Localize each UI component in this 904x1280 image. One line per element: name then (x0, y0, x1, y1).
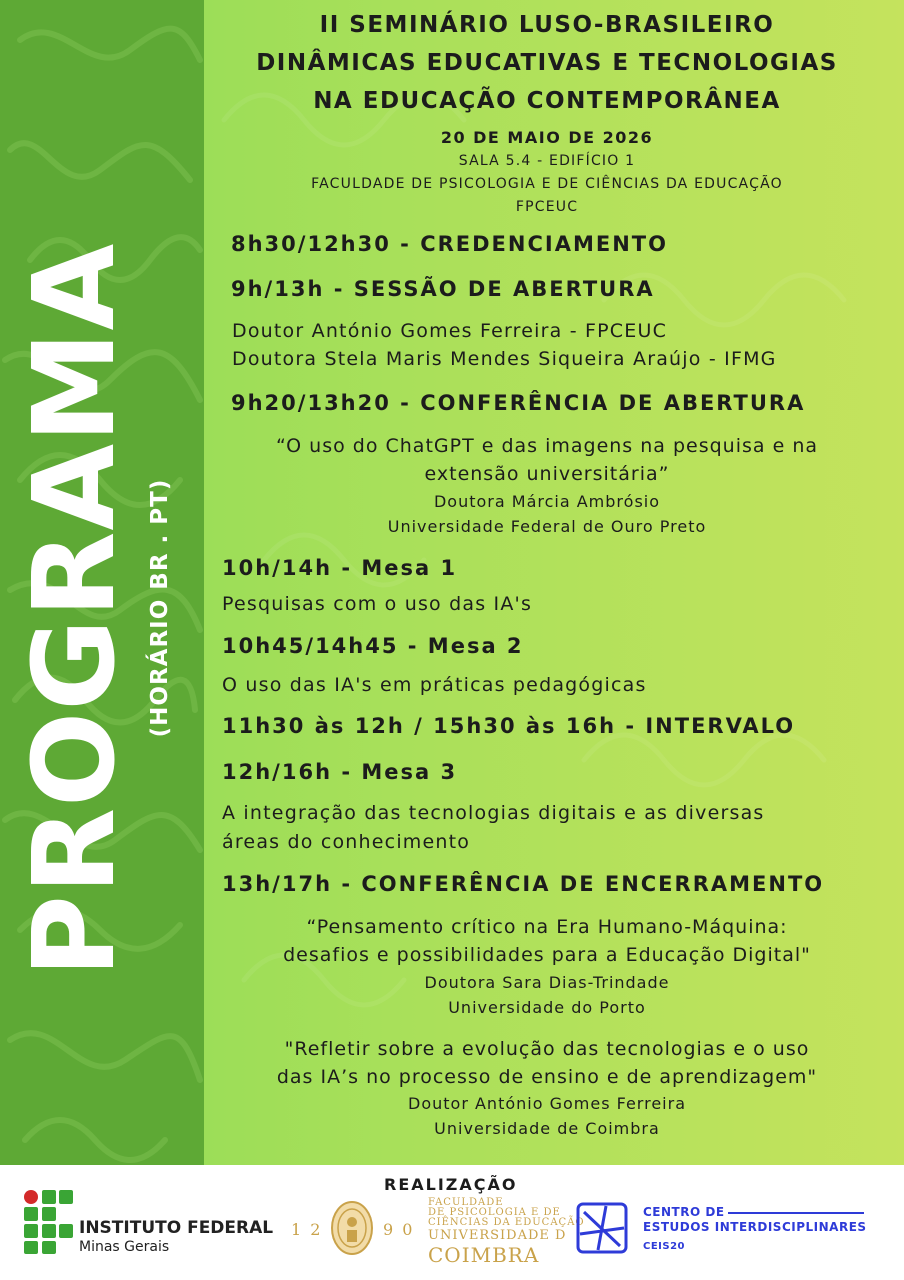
venue-room: SALA 5.4 - EDIFÍCIO 1 (458, 153, 636, 169)
abertura-heading: 9h/13h - SESSÃO DE ABERTURA (231, 277, 655, 301)
encerramento-talk2-speaker: Doutor António Gomes Ferreira (408, 1094, 686, 1113)
abertura-person-1: Doutor António Gomes Ferreira - FPCEUC (232, 320, 668, 342)
abertura-person-2: Doutora Stela Maris Mendes Siqueira Araújo - IFMG (232, 348, 777, 370)
ceis-name-line-1: CENTRO DE (643, 1205, 725, 1219)
uc-university-line-2: COIMBRA (428, 1243, 540, 1267)
conf-abertura-institution: Universidade Federal de Ouro Preto (387, 517, 707, 536)
timezone-vertical-subtitle: (HORÁRIO BR . PT) (147, 478, 173, 738)
event-title-line-2: DINÂMICAS EDUCATIVAS E TECNOLOGIAS (256, 50, 838, 76)
programa-vertical-title: PROGRAMA (10, 242, 140, 978)
conf-abertura-heading: 9h20/13h20 - CONFERÊNCIA DE ABERTURA (231, 391, 806, 415)
mesa2-topic: O uso das IA's em práticas pedagógicas (222, 674, 647, 696)
credenciamento-heading: 8h30/12h30 - CREDENCIAMENTO (231, 232, 668, 256)
instituto-federal-name: INSTITUTO FEDERAL (79, 1218, 274, 1238)
encerramento-talk1-quote-line-1: “Pensamento crítico na Era Humano-Máquina: (306, 916, 788, 938)
uc-year-left: 1 2 (291, 1220, 323, 1239)
encerramento-talk2-quote-line-2: das IA’s no processo de ensino e de aprendizagem" (276, 1066, 818, 1088)
uc-faculty-line-1: FACULDADE (428, 1197, 504, 1208)
encerramento-talk2-quote-line-1: "Refletir sobre a evolução das tecnologias e o uso (284, 1038, 810, 1060)
mesa3-topic-line-1: A integração das tecnologias digitais e as diversas (222, 802, 765, 824)
venue-faculty: FACULDADE DE PSICOLOGIA E DE CIÊNCIAS DA EDUCAÇÃO (311, 176, 783, 192)
encerramento-heading: 13h/17h - CONFERÊNCIA DE ENCERRAMENTO (222, 872, 825, 896)
ceis-name-line-2: ESTUDOS INTERDISCIPLINARES (643, 1220, 867, 1234)
conf-abertura-quote-line-2: extensão universitária” (424, 463, 670, 485)
ceis-logo-icon (576, 1202, 628, 1254)
uc-faculty-line-2: DE PSICOLOGIA E DE (428, 1207, 561, 1218)
encerramento-talk1-speaker: Doutora Sara Dias-Trindade (424, 973, 670, 992)
venue-acronym: FPCEUC (515, 199, 579, 215)
event-title-line-1: II SEMINÁRIO LUSO-BRASILEIRO (319, 12, 775, 38)
mesa1-heading: 10h/14h - Mesa 1 (222, 556, 458, 580)
mesa2-heading: 10h45/14h45 - Mesa 2 (222, 634, 524, 658)
uc-faculty-line-3: CIÊNCIAS DA EDUCAÇÃO (428, 1217, 585, 1228)
intervalo-heading: 11h30 às 12h / 15h30 às 16h - INTERVALO (222, 714, 796, 738)
mesa3-heading: 12h/16h - Mesa 3 (222, 760, 458, 784)
uc-year-right: 9 0 (383, 1220, 415, 1239)
encerramento-talk1-quote-line-2: desafios e possibilidades para a Educação Digital" (283, 944, 811, 966)
uc-seal-icon (330, 1200, 374, 1256)
instituto-federal-subtitle: Minas Gerais (79, 1239, 170, 1255)
event-date: 20 DE MAIO DE 2026 (440, 128, 654, 147)
conf-abertura-quote-line-1: “O uso do ChatGPT e das imagens na pesquisa e na (276, 435, 818, 457)
mesa1-topic: Pesquisas com o uso das IA's (222, 593, 533, 615)
encerramento-talk1-institution: Universidade do Porto (448, 998, 646, 1017)
conf-abertura-speaker: Doutora Márcia Ambrósio (433, 492, 661, 511)
ceis-underline (728, 1212, 864, 1214)
event-title-line-3: NA EDUCAÇÃO CONTEMPORÂNEA (313, 88, 781, 114)
mesa3-topic-line-2: áreas do conhecimento (222, 831, 471, 853)
uc-university-line-1: UNIVERSIDADE D (428, 1228, 567, 1243)
instituto-federal-logo (24, 1190, 74, 1254)
realizacao-label: REALIZAÇÃO (384, 1175, 518, 1194)
ceis-short-name: CEIS20 (643, 1241, 686, 1252)
side-band (0, 0, 204, 1165)
encerramento-talk2-institution: Universidade de Coimbra (434, 1119, 660, 1138)
footer (0, 1165, 904, 1280)
